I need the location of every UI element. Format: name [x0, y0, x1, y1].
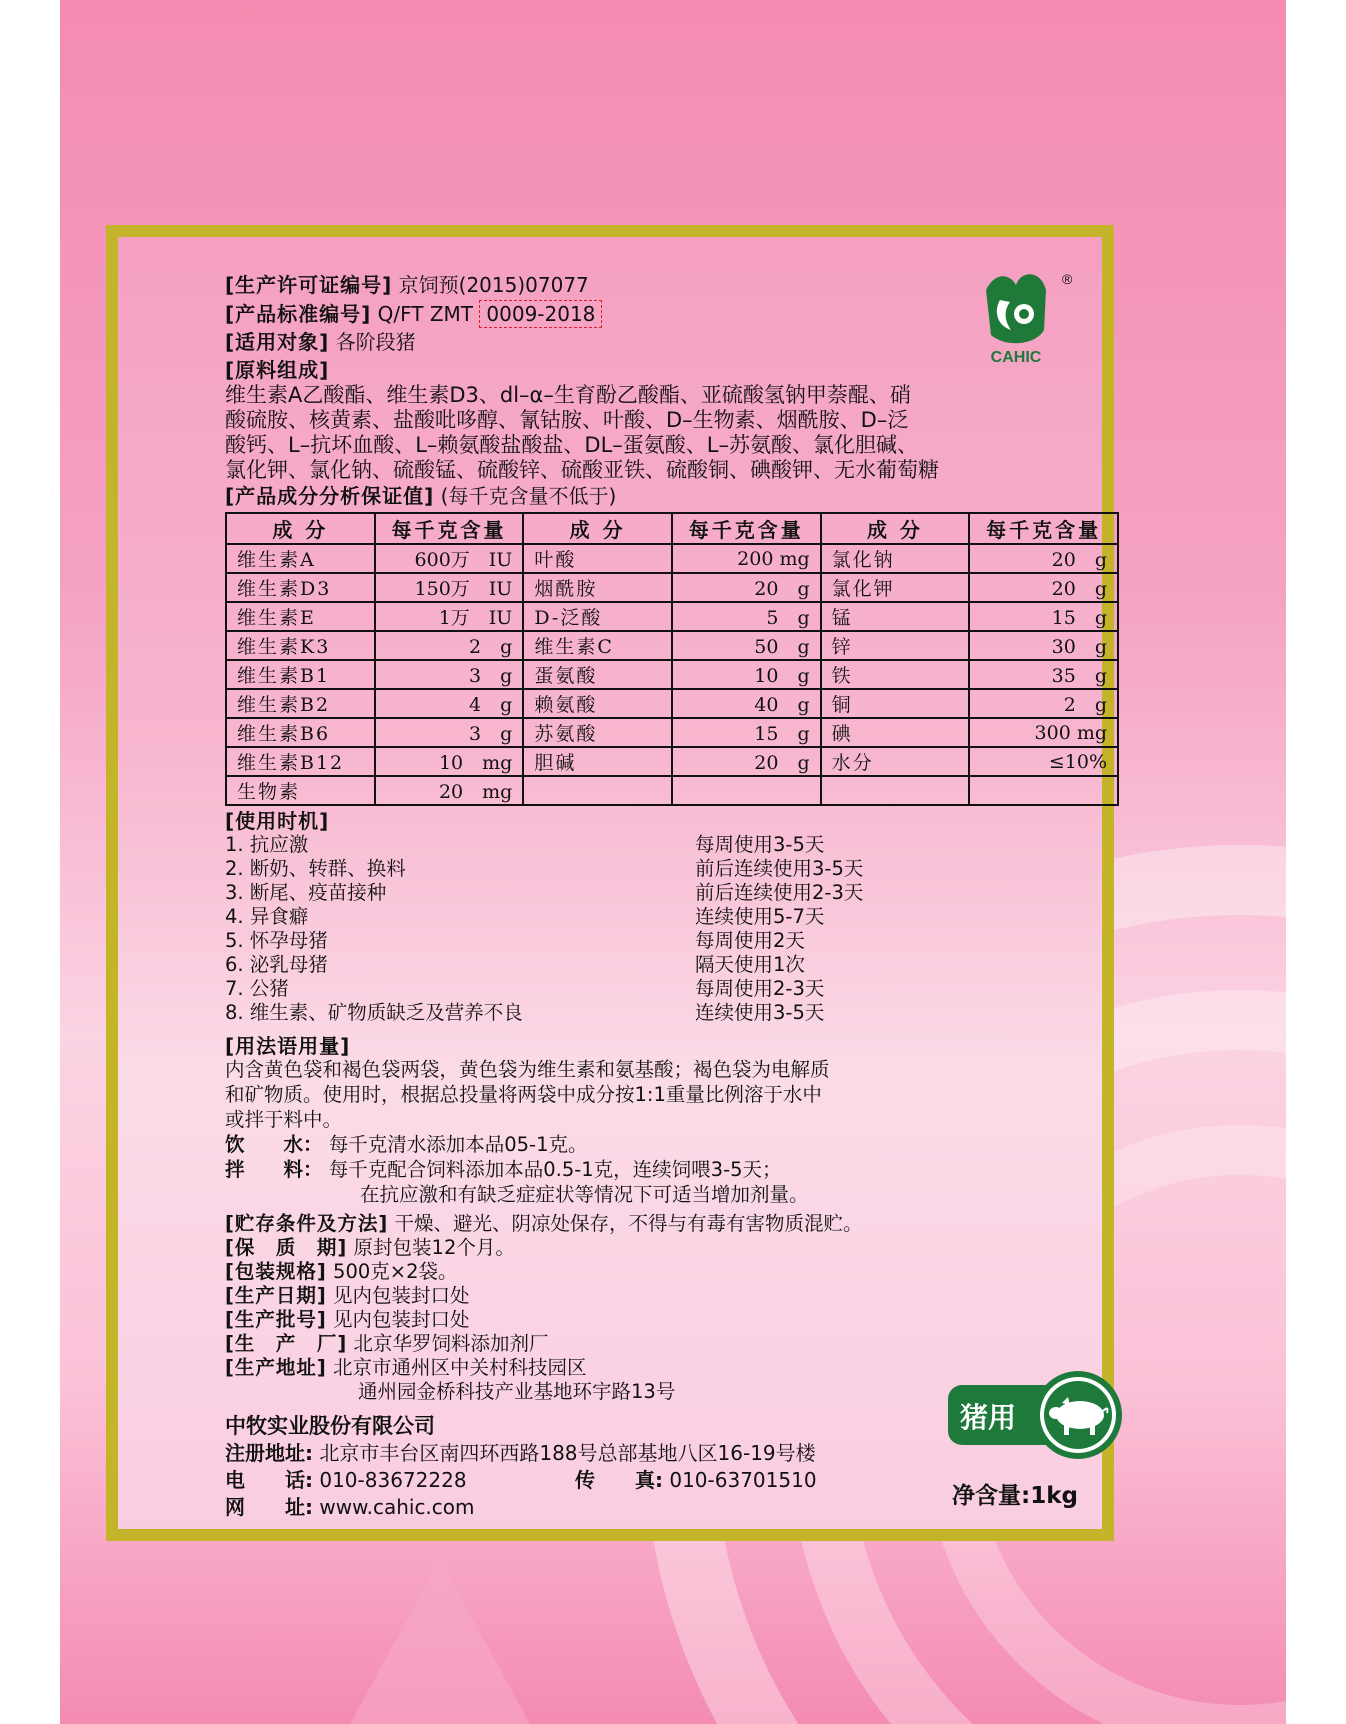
table-row: [226, 544, 1118, 573]
raw-line: 氯化钾、氯化钠、硫酸锰、硫酸锌、硫酸亚铁、硫酸铜、碘酸钾、无水葡萄糖: [225, 458, 939, 482]
dosage-label-text: [用法语用量]: [225, 1034, 351, 1058]
cell: 20 g: [969, 573, 1118, 602]
cell: 200 mg: [672, 544, 821, 573]
cell: 40 g: [672, 689, 821, 718]
standard-label: [产品标准编号]: [225, 302, 372, 326]
feed-value-cont: 在抗应激和有缺乏症症状等情况下可适当增加剂量。: [360, 1183, 809, 1206]
feed-dosage: [225, 1158, 782, 1182]
web-value: www.cahic.com: [319, 1495, 475, 1519]
cell: 5 g: [672, 602, 821, 631]
cell: 15 g: [969, 602, 1118, 631]
column-header: 成 分: [523, 513, 672, 544]
raw-label-text: [原料组成]: [225, 358, 330, 382]
cell: 维生素B2: [226, 689, 375, 718]
info-label: [生 产 厂]: [225, 1332, 348, 1355]
timing-usage: 前后连续使用3-5天: [695, 857, 864, 880]
pig-use-badge: [948, 1369, 1126, 1461]
info-shelf-life: [225, 1236, 515, 1260]
cell: 2 g: [969, 689, 1118, 718]
company-web: [225, 1495, 475, 1519]
cell: 维生素B6: [226, 718, 375, 747]
license-line: [225, 272, 589, 298]
raw-line: 维生素A乙酸酯、维生素D3、dl–α–生育酚乙酸酯、亚硫酸氢钠甲萘醌、硝: [225, 383, 911, 407]
info-label: [生产批号]: [225, 1308, 327, 1331]
table-row: [226, 776, 1118, 805]
info-factory: [225, 1332, 549, 1356]
pig-use-text: 猪用: [959, 1401, 1017, 1434]
timing-usage: 连续使用5-7天: [695, 905, 825, 928]
fax-label: 传 真:: [575, 1468, 663, 1492]
info-value: 原封包装12个月。: [353, 1236, 515, 1259]
standard-line: [225, 300, 602, 328]
raw-line: 酸钙、L–抗坏血酸、L–赖氨酸盐酸盐、DL–蛋氨酸、L–苏氨酸、氯化胆碱、: [225, 433, 918, 457]
info-label: [贮存条件及方法]: [225, 1212, 389, 1235]
cell: 1万 IU: [375, 602, 524, 631]
feed-value: 每千克配合饲料添加本品0.5-1克，连续饲喂3-5天；: [328, 1158, 782, 1181]
cell: [523, 776, 672, 805]
table-row: [226, 631, 1118, 660]
cell: 3 g: [375, 660, 524, 689]
cell: 600万 IU: [375, 544, 524, 573]
water-value: 每千克清水添加本品05-1克。: [328, 1133, 588, 1156]
timing-situation: 7. 公猪: [225, 977, 289, 1000]
cell: 300 mg: [969, 718, 1118, 747]
standard-prefix: Q/FT ZMT: [377, 302, 474, 326]
timing-usage: 每周使用2天: [695, 929, 805, 952]
table-row: [226, 573, 1118, 602]
cell: 锰: [821, 602, 970, 631]
cell: 蛋氨酸: [523, 660, 672, 689]
timing-situation: 2. 断奶、转群、换料: [225, 857, 406, 880]
target-label: [适用对象]: [225, 330, 330, 354]
water-dosage: [225, 1133, 587, 1157]
standard-code: 0009-2018: [479, 300, 602, 328]
cell: ≤10%: [969, 747, 1118, 776]
timing-usage: 隔天使用1次: [695, 953, 805, 976]
timing-usage: 每周使用2-3天: [695, 977, 825, 1000]
cell: 30 g: [969, 631, 1118, 660]
water-label: 饮 水：: [225, 1133, 323, 1156]
registered-mark: ®: [1062, 271, 1073, 287]
cell: 15 g: [672, 718, 821, 747]
timing-usage: 连续使用3-5天: [695, 1001, 825, 1024]
timing-situation: 6. 泌乳母猪: [225, 953, 328, 976]
info-value: 500克×2袋。: [333, 1260, 458, 1283]
timing-situation: 3. 断尾、疫苗接种: [225, 881, 387, 904]
cell: 氯化钾: [821, 573, 970, 602]
fax-value: 010-63701510: [669, 1468, 817, 1492]
cell: 烟酰胺: [523, 573, 672, 602]
cell: 10 mg: [375, 747, 524, 776]
info-value: 干燥、避光、阴凉处保存，不得与有毒有害物质混贮。: [394, 1212, 863, 1235]
company-tel: [225, 1468, 467, 1492]
company-name: 中牧实业股份有限公司: [225, 1414, 435, 1438]
cell: 锌: [821, 631, 970, 660]
cell: 10 g: [672, 660, 821, 689]
company-fax: [575, 1468, 817, 1492]
logo-brand: CAHIC: [990, 349, 1042, 366]
column-header: 成 分: [821, 513, 970, 544]
table-row: [226, 747, 1118, 776]
info-label: [生产地址]: [225, 1356, 327, 1379]
cell: 2 g: [375, 631, 524, 660]
cell: 20 g: [672, 573, 821, 602]
timing-usage: 每周使用3-5天: [695, 833, 825, 856]
cell: D-泛酸: [523, 602, 672, 631]
feed-label: 拌 料：: [225, 1158, 323, 1181]
target-value: 各阶段猪: [335, 330, 416, 354]
info-address: [225, 1356, 587, 1380]
raw-materials-text: [225, 383, 939, 483]
reg-value: 北京市丰台区南四环西路188号总部基地八区16-19号楼: [319, 1441, 816, 1465]
table-row: [226, 718, 1118, 747]
info-package: [225, 1260, 458, 1284]
dosage-label: [225, 1033, 350, 1059]
info-storage: [225, 1212, 863, 1236]
dosage-line: 或拌于料中。: [225, 1108, 343, 1131]
cell: [821, 776, 970, 805]
cell: 20 mg: [375, 776, 524, 805]
timing-situation: 4. 异食癖: [225, 905, 309, 928]
info-label: [包装规格]: [225, 1260, 327, 1283]
cell: 50 g: [672, 631, 821, 660]
company-reg: [225, 1441, 816, 1465]
cahic-logo: [966, 270, 1076, 370]
cell: 维生素A: [226, 544, 375, 573]
timing-usage: 前后连续使用2-3天: [695, 881, 864, 904]
cell: 维生素K3: [226, 631, 375, 660]
table-row: [226, 660, 1118, 689]
column-header: 每千克含量: [375, 513, 524, 544]
net-weight: 净含量:1kg: [952, 1483, 1078, 1509]
cell: 20 g: [672, 747, 821, 776]
cell: 维生素C: [523, 631, 672, 660]
cell: 维生素E: [226, 602, 375, 631]
tel-label: 电 话:: [225, 1468, 313, 1492]
cell: 铜: [821, 689, 970, 718]
cell: 胆碱: [523, 747, 672, 776]
target-line: [225, 329, 416, 355]
table-row: [226, 689, 1118, 718]
info-value: 见内包装封口处: [333, 1284, 470, 1307]
table-row: [226, 602, 1118, 631]
dosage-line: 和矿物质。使用时，根据总投量将两袋中成分按1:1重量比例溶于水中: [225, 1083, 822, 1106]
table-header-row: [226, 513, 1118, 544]
column-header: 成 分: [226, 513, 375, 544]
column-header: 每千克含量: [672, 513, 821, 544]
cell: 生物素: [226, 776, 375, 805]
timing-label: [225, 808, 329, 834]
cell: 铁: [821, 660, 970, 689]
timing-situation: 5. 怀孕母猪: [225, 929, 328, 952]
cell: [672, 776, 821, 805]
info-address-cont: 通州园金桥科技产业基地环宇路13号: [358, 1380, 676, 1403]
cell: 35 g: [969, 660, 1118, 689]
raw-line: 酸硫胺、核黄素、盐酸吡哆醇、氰钴胺、叶酸、D–生物素、烟酰胺、D–泛: [225, 408, 909, 432]
cell: [969, 776, 1118, 805]
timing-situation: 1. 抗应激: [225, 833, 309, 856]
cell: 叶酸: [523, 544, 672, 573]
license-value: 京饲预(2015)07077: [398, 273, 589, 297]
cell: 水分: [821, 747, 970, 776]
license-label: [生产许可证编号]: [225, 273, 393, 297]
cell: 20 g: [969, 544, 1118, 573]
cell: 3 g: [375, 718, 524, 747]
timing-situation: 8. 维生素、矿物质缺乏及营养不良: [225, 1001, 523, 1024]
info-value: 见内包装封口处: [333, 1308, 470, 1331]
analysis-label: [产品成分分析保证值]: [225, 484, 435, 508]
info-value: 北京华罗饲料添加剂厂: [353, 1332, 549, 1355]
web-label: 网 址:: [225, 1495, 313, 1519]
cell: 氯化钠: [821, 544, 970, 573]
cell: 碘: [821, 718, 970, 747]
info-batch: [225, 1308, 470, 1332]
info-value: 北京市通州区中关村科技园区: [333, 1356, 587, 1379]
cell: 维生素B12: [226, 747, 375, 776]
cell: 苏氨酸: [523, 718, 672, 747]
info-label: [保 质 期]: [225, 1236, 348, 1259]
cell: 150万 IU: [375, 573, 524, 602]
dosage-line: 内含黄色袋和褐色袋两袋，黄色袋为维生素和氨基酸；褐色袋为电解质: [225, 1058, 830, 1081]
raw-materials-label: [225, 357, 329, 383]
reg-label: 注册地址:: [225, 1441, 313, 1465]
info-date: [225, 1284, 470, 1308]
timing-label-text: [使用时机]: [225, 809, 330, 833]
cell: 4 g: [375, 689, 524, 718]
cell: 维生素B1: [226, 660, 375, 689]
info-label: [生产日期]: [225, 1284, 327, 1307]
analysis-line: [225, 483, 616, 509]
analysis-note: (每千克含量不低于): [440, 484, 617, 508]
cell: 维生素D3: [226, 573, 375, 602]
nutrient-table: [225, 512, 1119, 806]
column-header: 每千克含量: [969, 513, 1118, 544]
tel-value: 010-83672228: [319, 1468, 467, 1492]
cell: 赖氨酸: [523, 689, 672, 718]
